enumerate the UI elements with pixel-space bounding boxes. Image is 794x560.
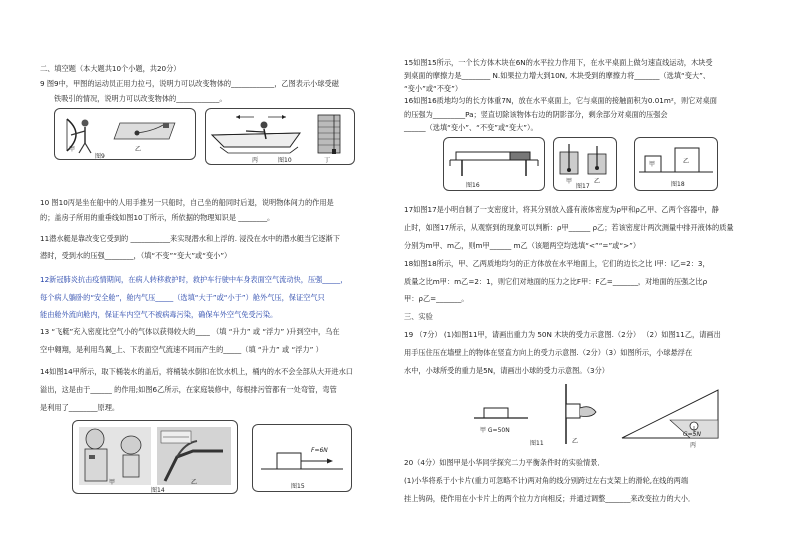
figure-16-drawing bbox=[444, 138, 544, 190]
question-16-line-3: ______（选填“变小”、“不变”或“变大”）。 bbox=[404, 123, 538, 132]
question-15-line-3: “变小”或“不变”） bbox=[404, 84, 463, 93]
figure-14 bbox=[72, 420, 238, 494]
figure-17-label-yi: 乙 bbox=[594, 178, 601, 185]
question-18-line-1: 18如图18所示，甲、乙两质地均匀的正方体放在水平地面上，它们的边长之比 l甲：l乙=2：3， bbox=[404, 259, 710, 268]
figure-9-caption: 图9 bbox=[95, 153, 105, 160]
figure-18 bbox=[634, 137, 718, 191]
figure-11-yi-drawing bbox=[556, 380, 616, 450]
figure-11-jia-drawing bbox=[468, 382, 568, 452]
question-14-line-2: 溢出，这是由于______ 的作用;如图6乙所示，在家庭装修中，每根排污管都有一处弯管，弯管 bbox=[40, 385, 337, 394]
question-12-line-1: 12新冠肺炎抗击疫情期间，在病人转移救护时，救护车行驶中车身表面空气流动快，压强_____， bbox=[40, 275, 348, 284]
figure-18-caption: 图18 bbox=[671, 181, 685, 188]
question-20-line-3: 挂上钩码，使作用在小卡片上的两个拉力方向相反；并通过调整_______来改变拉力的大小． bbox=[404, 494, 696, 503]
question-14-line-1: 14如图14甲所示，取下桶装水的盖后，将桶装水倒扣在饮水机上，桶内的水不会全部从大开进水口 bbox=[40, 367, 353, 376]
question-17-line-1: 17如图17是小明自制了一支密度计，将其分别放入盛有液体密度为ρ甲和ρ乙甲、乙两个容器中，静 bbox=[404, 205, 719, 214]
figure-15 bbox=[252, 424, 352, 492]
question-19-line-3: 水中，小球所受的重力是5N，请画出小球的受力示意图。（3分） bbox=[404, 366, 609, 375]
section-title-fill-in: 二、填空题（本大题共10个小题，共20分） bbox=[40, 64, 181, 73]
question-12-line-2: 每个病人躺卧的“安全舱”，舱内气压_____（选填“大于”或“小于”）舱外气压，保证空气只 bbox=[40, 293, 325, 302]
figure-17-caption: 图17 bbox=[576, 183, 590, 190]
figure-18-label-jia: 甲 bbox=[649, 161, 656, 168]
question-11-line-1: 11潜水艇是靠改变它受到的 ___________来实现潜水和上浮的. 浸没在水中的潜水艇当它逐渐下 bbox=[40, 234, 340, 243]
figure-10-label-ding: 丁 bbox=[324, 157, 331, 164]
figure-14-caption: 图14 bbox=[151, 487, 165, 494]
question-9-line-1: 9 图9中，甲图的运动员正用力拉弓，说明力可以改变物体的____________，乙图表示小球受磁 bbox=[40, 79, 339, 88]
figure-18-label-yi: 乙 bbox=[683, 158, 690, 165]
figure-11-label-jia: 甲 G=50N bbox=[480, 427, 510, 434]
figure-9-drawing bbox=[55, 109, 195, 159]
figure-11-label-yi: 乙 bbox=[572, 438, 579, 445]
question-12-line-3: 能由舱外流向舱内，保证车内空气不被病毒污染，确保车外空气免受污染。 bbox=[40, 310, 278, 319]
question-9-line-2: 铁吸引的情况，说明力可以改变物体的____________。 bbox=[54, 94, 227, 103]
figure-14-label-jia: 甲 bbox=[109, 479, 116, 486]
section-title-experiment: 三、实验 bbox=[404, 312, 433, 321]
question-20-line-1: 20（4分）如图甲是小华同学探究二力平衡条件时的实验情景． bbox=[404, 458, 605, 467]
force-label: F=6N bbox=[311, 447, 328, 454]
figure-17 bbox=[553, 137, 617, 191]
question-14-line-3: 是利用了________原理。 bbox=[40, 403, 120, 412]
question-10-line-2: 的；盖房子所用的重垂线如图10丁所示，所依据的物理知识是 ________。 bbox=[40, 213, 275, 222]
figure-11-caption: 图11 bbox=[530, 440, 544, 447]
question-20-line-2: (1)小华将系于小卡片(重力可忽略不计)两对角的线分别跨过左右支架上的滑轮,在线的两端 bbox=[404, 476, 689, 485]
question-13-line-2: 空中翱翔，是利用鸟翼_上、下表面空气流速不同而产生的_____（填 “升力” 或 “浮力” ） bbox=[40, 345, 323, 354]
figure-9-label-yi: 乙 bbox=[135, 146, 142, 153]
question-16-line-1: 16如图16质地均匀的长方体重7N，放在水平桌面上，它与桌面的接触面积为0.01m²，则它对桌面 bbox=[404, 96, 717, 105]
question-19-line-2: 用手压住压在墙壁上的物体在竖直方向上的受力示意图.（2分）（3）如图所示，小球悬浮在 bbox=[404, 348, 693, 357]
figure-10 bbox=[205, 108, 355, 165]
figure-17-label-jia: 甲 bbox=[566, 178, 573, 185]
g-label: G=5N bbox=[683, 431, 701, 438]
question-10-line-1: 10 图10丙是坐在船中的人用手推另一只船时，自己坐的船同时后退，说明物体间力的作用是 bbox=[40, 198, 334, 207]
question-16-line-2: 的压强为_________Pa；竖直切除该物体右边的阴影部分，剩余部分对桌面的压强会 bbox=[404, 110, 668, 119]
question-15-line-1: 15如图15所示，一个长方体木块在6N的水平拉力作用下，在水平桌面上做匀速直线运动，木块受 bbox=[404, 58, 713, 67]
question-11-line-2: 潜时，受到水的压强________，（填“不变”“变大”或“变小”） bbox=[40, 251, 232, 260]
figure-14-label-yi: 乙 bbox=[191, 479, 198, 486]
question-17-line-3: 分别为m甲、m乙，则m甲______ m乙（该题两空均选填“<”“=”或“>”） bbox=[404, 241, 641, 250]
question-15-line-2: 到桌面的摩擦力是________ N.如果拉力增大到10N, 木块受到的摩擦力将_______（选填“变大”、 bbox=[404, 71, 711, 80]
figure-9 bbox=[54, 108, 196, 160]
question-18-line-2: 质量之比m甲：m乙=2：1，则它们对地面的压力之比F甲：F乙=_______，对地面的压强之比ρ bbox=[404, 277, 708, 286]
question-18-line-3: 甲：ρ乙=_______。 bbox=[404, 294, 469, 303]
figure-16 bbox=[443, 137, 545, 191]
question-13-line-1: 13 “飞艇”充入密度比空气小的气体以获得较大的____ （填 “升力” 或 “浮力” )升到空中，乌在 bbox=[40, 327, 340, 336]
figure-9-label-jia: 甲 bbox=[69, 146, 76, 153]
figure-10-caption: 图10 bbox=[278, 157, 292, 164]
figure-16-caption: 图16 bbox=[466, 182, 480, 189]
figure-10-label-bing: 丙 bbox=[252, 157, 259, 164]
question-17-line-2: 止时，如图17所示，从观察到的现象可以判断：ρ甲______ ρ乙；若该密度计两次测量中排开液体的质量 bbox=[404, 223, 734, 232]
figure-14-drawing bbox=[73, 421, 237, 493]
figure-15-caption: 图15 bbox=[291, 483, 305, 490]
question-19-line-1: 19 （7分） (1)如图11甲，请画出重力为 50N 木块的受力示意图.（2分） （2）如图11乙，请画出 bbox=[404, 330, 721, 339]
figure-11-label-bing: 丙 bbox=[690, 442, 697, 449]
figure-11-bing-drawing bbox=[620, 380, 730, 450]
